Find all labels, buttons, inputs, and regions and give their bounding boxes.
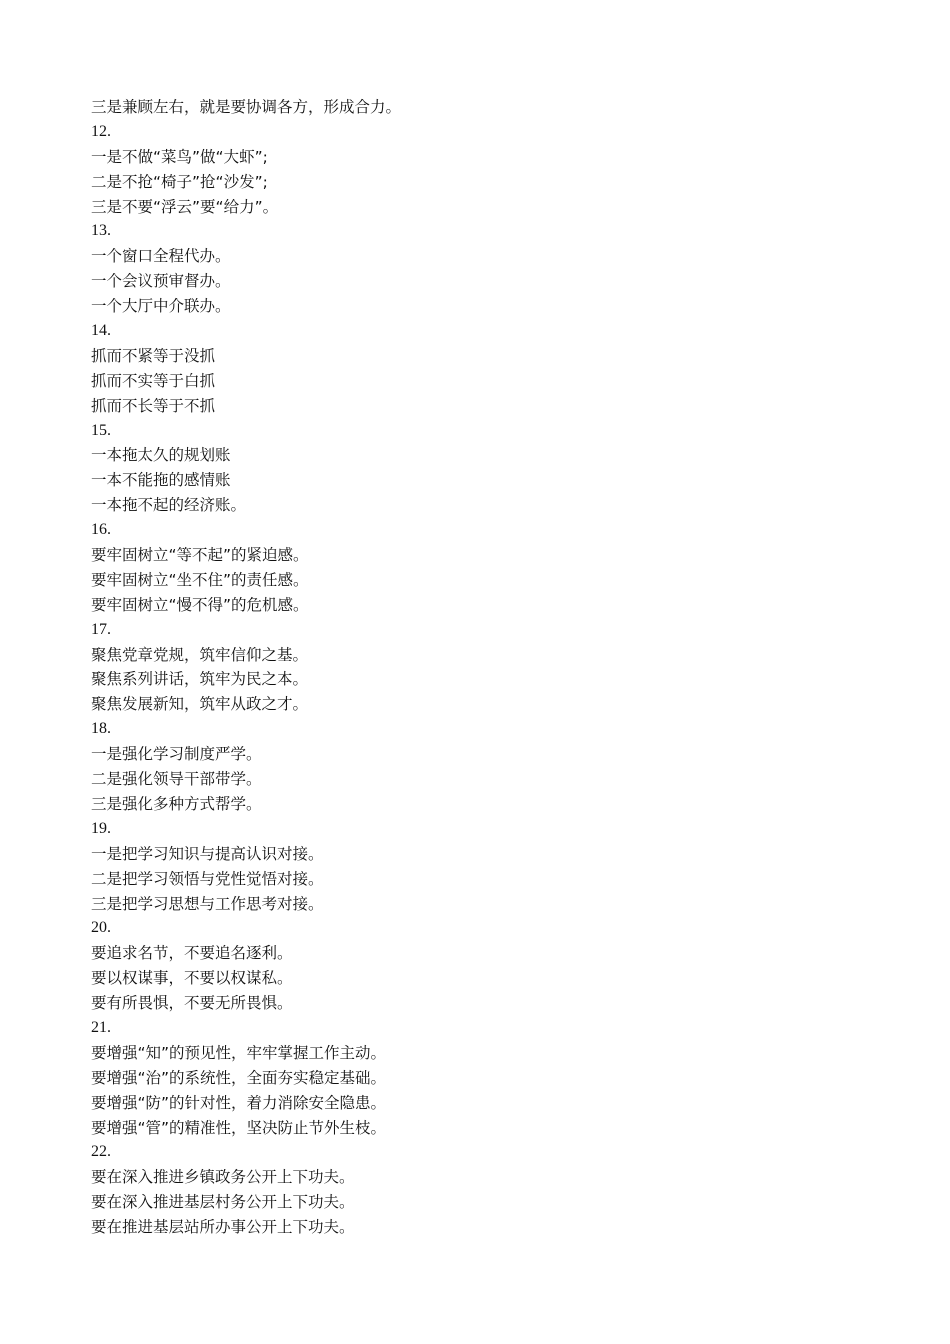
text-line: 要有所畏惧，不要无所畏惧。 (91, 994, 293, 1013)
section-number: 18. (91, 720, 111, 738)
text-line: 聚焦系列讲话，筑牢为民之本。 (91, 670, 309, 689)
text-line: 要增强“防”的针对性，着力消除安全隐患。 (91, 1093, 387, 1112)
section-number: 13. (91, 222, 111, 240)
text-line: 要增强“知”的预见性，牢牢掌握工作主动。 (91, 1043, 387, 1062)
text-line: 抓而不长等于不抓 (91, 396, 216, 415)
section-number: 14. (91, 322, 111, 340)
document-page (91, 95, 891, 1240)
section-number: 21. (91, 1018, 111, 1036)
text-line: 一本拖不起的经济账。 (91, 496, 247, 515)
section-number: 19. (91, 819, 111, 837)
text-line: 二是不抢“椅子”抢“沙发”; (91, 172, 268, 191)
text-line: 抓而不实等于白抓 (91, 371, 216, 390)
text-line: 一个会议预审督办。 (91, 272, 231, 291)
text-line: 聚焦发展新知，筑牢从政之才。 (91, 695, 309, 714)
section-number: 16. (91, 521, 111, 539)
text-line: 三是兼顾左右，就是要协调各方，形成合力。 (91, 98, 402, 116)
section-number: 22. (91, 1143, 111, 1161)
text-line: 抓而不紧等于没抓 (91, 346, 216, 365)
text-line: 三是强化多种方式帮学。 (91, 794, 262, 813)
text-line: 要在深入推进基层村务公开上下功夫。 (91, 1193, 355, 1212)
text-line: 要追求名节，不要追名逐利。 (91, 944, 293, 963)
text-line: 要以权谋事，不要以权谋私。 (91, 969, 293, 988)
text-line: 二是强化领导干部带学。 (91, 770, 262, 789)
text-line: 三是把学习思想与工作思考对接。 (91, 894, 324, 913)
text-line: 要增强“治”的系统性，全面夯实稳定基础。 (91, 1068, 387, 1087)
text-line: 要增强“管”的精准性，坚决防止节外生枝。 (91, 1118, 387, 1137)
text-line: 要牢固树立“坐不住”的责任感。 (91, 570, 309, 589)
text-line: 一是把学习知识与提高认识对接。 (91, 844, 324, 863)
text-line: 聚焦党章党规，筑牢信仰之基。 (91, 645, 309, 664)
section-number: 15. (91, 421, 111, 439)
text-line: 一个大厅中介联办。 (91, 297, 231, 316)
text-line: 要在深入推进乡镇政务公开上下功夫。 (91, 1168, 355, 1187)
text-line: 要牢固树立“等不起”的紧迫感。 (91, 546, 309, 565)
section-number: 12. (91, 122, 111, 140)
text-line: 一本拖太久的规划账 (91, 446, 231, 465)
text-line: 三是不要“浮云”要“给力”。 (91, 197, 279, 216)
text-line: 一是不做“菜鸟”做“大虾”; (91, 147, 268, 166)
section-number: 17. (91, 620, 111, 638)
text-line: 一个窗口全程代办。 (91, 247, 231, 266)
text-line: 一是强化学习制度严学。 (91, 745, 262, 764)
text-line: 一本不能拖的感情账 (91, 471, 231, 490)
section-number: 20. (91, 919, 111, 937)
text-line: 要在推进基层站所办事公开上下功夫。 (91, 1218, 355, 1237)
text-line: 二是把学习领悟与党性觉悟对接。 (91, 869, 324, 888)
text-line: 要牢固树立“慢不得”的危机感。 (91, 595, 309, 614)
